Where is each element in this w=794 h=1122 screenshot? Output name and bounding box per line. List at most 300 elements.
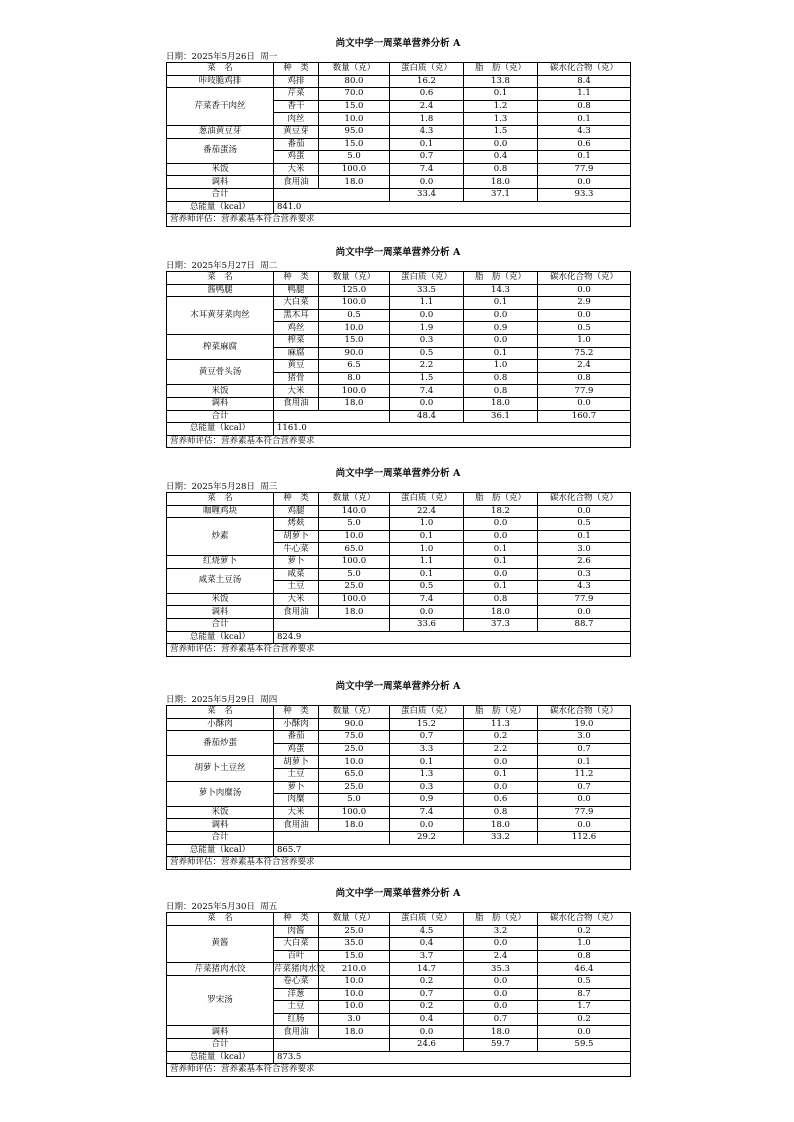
fat-cell: 0.0 xyxy=(464,568,538,581)
fat-cell: 0.1 xyxy=(464,88,538,101)
fat-cell: 1.2 xyxy=(464,100,538,113)
table-row xyxy=(167,975,631,988)
protein-cell: 0.3 xyxy=(390,334,464,347)
carb-cell: 0.0 xyxy=(538,819,631,832)
quantity-cell: 100.0 xyxy=(319,297,390,310)
dish-name: 调料 xyxy=(167,176,274,189)
ingredient-kind: 猪骨 xyxy=(274,372,319,385)
dish-name: 红烧萝卜 xyxy=(167,555,274,568)
protein-cell: 0.0 xyxy=(390,819,464,832)
column-header: 菜 名 xyxy=(167,706,274,719)
fat-cell: 0.8 xyxy=(464,372,538,385)
quantity-cell: 35.0 xyxy=(319,938,390,951)
protein-cell: 0.4 xyxy=(390,938,464,951)
carb-cell: 0.0 xyxy=(538,284,631,297)
carb-cell: 0.5 xyxy=(538,322,631,335)
protein-cell: 2.4 xyxy=(390,100,464,113)
column-header: 碳水化合物（克） xyxy=(538,272,631,285)
dish-name: 咸菜土豆汤 xyxy=(167,568,274,593)
energy-value: 1161.0 xyxy=(274,423,631,436)
dish-name: 米饭 xyxy=(167,593,274,606)
quantity-cell: 100.0 xyxy=(319,555,390,568)
fat-cell: 0.1 xyxy=(464,543,538,556)
protein-cell: 33.5 xyxy=(390,284,464,297)
menu-date: 日期：2025年5月27日 周二 xyxy=(166,261,278,271)
evaluation-cell xyxy=(167,214,631,227)
ingredient-kind: 土豆 xyxy=(274,768,319,781)
total-blank xyxy=(274,1038,390,1051)
protein-cell: 0.1 xyxy=(390,568,464,581)
header-row xyxy=(167,63,631,76)
fat-cell: 0.8 xyxy=(464,163,538,176)
protein-cell: 0.0 xyxy=(390,606,464,619)
total-blank xyxy=(274,831,390,844)
ingredient-kind: 胡萝卜 xyxy=(274,756,319,769)
fat-cell: 0.6 xyxy=(464,794,538,807)
dish-name: 炒素 xyxy=(167,518,274,556)
protein-cell: 0.9 xyxy=(390,794,464,807)
column-header: 碳水化合物（克） xyxy=(538,63,631,76)
ingredient-kind: 百叶 xyxy=(274,950,319,963)
protein-cell: 0.0 xyxy=(390,1026,464,1039)
quantity-cell: 5.0 xyxy=(319,794,390,807)
ingredient-kind: 黄豆 xyxy=(274,360,319,373)
table-row xyxy=(167,925,631,938)
evaluation-row xyxy=(167,214,631,227)
protein-cell: 15.2 xyxy=(390,718,464,731)
fat-cell: 1.3 xyxy=(464,113,538,126)
table-row xyxy=(167,505,631,518)
dish-name: 木耳黄芽菜肉丝 xyxy=(167,297,274,335)
ingredient-kind: 红肠 xyxy=(274,1013,319,1026)
fat-cell: 0.1 xyxy=(464,555,538,568)
dish-name: 小酥肉 xyxy=(167,718,274,731)
quantity-cell: 125.0 xyxy=(319,284,390,297)
protein-cell: 0.5 xyxy=(390,581,464,594)
quantity-cell: 25.0 xyxy=(319,781,390,794)
table-row xyxy=(167,385,631,398)
total-blank xyxy=(274,618,390,631)
carb-cell: 0.0 xyxy=(538,397,631,410)
menu-date: 日期：2025年5月26日 周一 xyxy=(166,52,278,62)
table-row xyxy=(167,593,631,606)
energy-label: 总能量（kcal） xyxy=(167,1051,274,1064)
evaluation-row xyxy=(167,435,631,448)
quantity-cell: 25.0 xyxy=(319,743,390,756)
header-row xyxy=(167,493,631,506)
table-row xyxy=(167,555,631,568)
protein-cell: 0.1 xyxy=(390,756,464,769)
evaluation-label: 营养师评估： xyxy=(170,214,222,225)
fat-cell: 0.9 xyxy=(464,322,538,335)
total-label: 合计 xyxy=(167,618,274,631)
quantity-cell: 6.5 xyxy=(319,360,390,373)
menu-title: 尚文中学一周菜单营养分析 A xyxy=(335,681,461,692)
table-row xyxy=(167,284,631,297)
dish-name: 胡萝卜土豆丝 xyxy=(167,756,274,781)
quantity-cell: 65.0 xyxy=(319,768,390,781)
carb-cell: 8.4 xyxy=(538,75,631,88)
column-header: 菜 名 xyxy=(167,272,274,285)
fat-cell: 0.1 xyxy=(464,768,538,781)
fat-cell: 18.0 xyxy=(464,819,538,832)
protein-cell: 1.1 xyxy=(390,297,464,310)
column-header: 数量（克） xyxy=(319,706,390,719)
quantity-cell: 100.0 xyxy=(319,385,390,398)
ingredient-kind: 鸡排 xyxy=(274,75,319,88)
protein-cell: 0.7 xyxy=(390,988,464,1001)
evaluation-label: 营养师评估： xyxy=(170,436,222,447)
carb-cell: 2.6 xyxy=(538,555,631,568)
total-blank xyxy=(274,188,390,201)
protein-cell: 4.3 xyxy=(390,125,464,138)
carb-cell: 75.2 xyxy=(538,347,631,360)
energy-row xyxy=(167,844,631,857)
carb-cell: 19.0 xyxy=(538,718,631,731)
quantity-cell: 70.0 xyxy=(319,88,390,101)
protein-cell: 1.5 xyxy=(390,372,464,385)
ingredient-kind: 芹菜 xyxy=(274,88,319,101)
ingredient-kind: 食用油 xyxy=(274,1026,319,1039)
ingredient-kind: 萝卜 xyxy=(274,555,319,568)
protein-cell: 0.6 xyxy=(390,88,464,101)
dish-name: 番茄炒蛋 xyxy=(167,731,274,756)
quantity-cell: 80.0 xyxy=(319,75,390,88)
total-carb: 93.3 xyxy=(538,188,631,201)
ingredient-kind: 黑木耳 xyxy=(274,309,319,322)
ingredient-kind: 香干 xyxy=(274,100,319,113)
ingredient-kind: 大米 xyxy=(274,163,319,176)
carb-cell: 4.3 xyxy=(538,581,631,594)
ingredient-kind: 榨菜 xyxy=(274,334,319,347)
total-carb: 160.7 xyxy=(538,410,631,423)
protein-cell: 3.3 xyxy=(390,743,464,756)
fat-cell: 0.0 xyxy=(464,309,538,322)
table-row xyxy=(167,163,631,176)
total-fat: 33.2 xyxy=(464,831,538,844)
total-protein: 29.2 xyxy=(390,831,464,844)
ingredient-kind: 咸菜 xyxy=(274,568,319,581)
fat-cell: 0.0 xyxy=(464,334,538,347)
carb-cell: 0.2 xyxy=(538,1013,631,1026)
quantity-cell: 10.0 xyxy=(319,975,390,988)
carb-cell: 0.0 xyxy=(538,176,631,189)
quantity-cell: 140.0 xyxy=(319,505,390,518)
dish-name: 萝卜肉糜汤 xyxy=(167,781,274,806)
column-header: 碳水化合物（克） xyxy=(538,913,631,926)
carb-cell: 0.8 xyxy=(538,372,631,385)
table-row xyxy=(167,963,631,976)
carb-cell: 0.3 xyxy=(538,568,631,581)
total-protein: 24.6 xyxy=(390,1038,464,1051)
header-row xyxy=(167,913,631,926)
carb-cell: 77.9 xyxy=(538,385,631,398)
protein-cell: 0.7 xyxy=(390,151,464,164)
column-header: 脂 肪（克） xyxy=(464,913,538,926)
evaluation-label: 营养师评估： xyxy=(170,1064,222,1075)
table-row xyxy=(167,125,631,138)
carb-cell: 77.9 xyxy=(538,806,631,819)
dish-name: 榨菜麻腐 xyxy=(167,334,274,359)
total-fat: 36.1 xyxy=(464,410,538,423)
carb-cell: 0.8 xyxy=(538,100,631,113)
total-carb: 59.5 xyxy=(538,1038,631,1051)
dish-name: 调料 xyxy=(167,819,274,832)
column-header: 碳水化合物（克） xyxy=(538,706,631,719)
evaluation-text: 营养素基本符合营养要求 xyxy=(221,214,315,225)
ingredient-kind: 黄豆芽 xyxy=(274,125,319,138)
evaluation-cell xyxy=(167,1064,631,1077)
total-fat: 37.3 xyxy=(464,618,538,631)
column-header: 数量（克） xyxy=(319,272,390,285)
ingredient-kind: 番茄 xyxy=(274,731,319,744)
fat-cell: 0.0 xyxy=(464,530,538,543)
total-label: 合计 xyxy=(167,188,274,201)
evaluation-row xyxy=(167,644,631,657)
ingredient-kind: 鸡蛋 xyxy=(274,743,319,756)
header-row xyxy=(167,706,631,719)
nutrition-table xyxy=(166,271,631,448)
evaluation-text: 营养素基本符合营养要求 xyxy=(221,857,315,868)
column-header: 蛋白质（克） xyxy=(390,272,464,285)
total-carb: 88.7 xyxy=(538,618,631,631)
table-row xyxy=(167,781,631,794)
quantity-cell: 5.0 xyxy=(319,518,390,531)
energy-label: 总能量（kcal） xyxy=(167,423,274,436)
fat-cell: 0.4 xyxy=(464,151,538,164)
dish-name: 调料 xyxy=(167,397,274,410)
fat-cell: 2.2 xyxy=(464,743,538,756)
column-header: 种 类 xyxy=(274,493,319,506)
evaluation-cell xyxy=(167,435,631,448)
protein-cell: 0.0 xyxy=(390,176,464,189)
energy-label: 总能量（kcal） xyxy=(167,201,274,214)
ingredient-kind: 鸡腿 xyxy=(274,505,319,518)
fat-cell: 0.0 xyxy=(464,756,538,769)
energy-label: 总能量（kcal） xyxy=(167,844,274,857)
quantity-cell: 18.0 xyxy=(319,176,390,189)
dish-name: 酱鸭腿 xyxy=(167,284,274,297)
dish-name: 调料 xyxy=(167,606,274,619)
ingredient-kind: 食用油 xyxy=(274,397,319,410)
protein-cell: 1.1 xyxy=(390,555,464,568)
protein-cell: 1.0 xyxy=(390,518,464,531)
fat-cell: 14.3 xyxy=(464,284,538,297)
table-row xyxy=(167,606,631,619)
column-header: 数量（克） xyxy=(319,913,390,926)
evaluation-row xyxy=(167,857,631,870)
total-protein: 33.4 xyxy=(390,188,464,201)
energy-row xyxy=(167,201,631,214)
fat-cell: 18.0 xyxy=(464,176,538,189)
carb-cell: 46.4 xyxy=(538,963,631,976)
protein-cell: 14.7 xyxy=(390,963,464,976)
ingredient-kind: 胡萝卜 xyxy=(274,530,319,543)
column-header: 种 类 xyxy=(274,706,319,719)
protein-cell: 1.0 xyxy=(390,543,464,556)
column-header: 蛋白质（克） xyxy=(390,63,464,76)
protein-cell: 0.2 xyxy=(390,975,464,988)
carb-cell: 0.8 xyxy=(538,950,631,963)
menu-date: 日期：2025年5月29日 周四 xyxy=(166,695,278,705)
carb-cell: 0.0 xyxy=(538,505,631,518)
ingredient-kind: 卷心菜 xyxy=(274,975,319,988)
carb-cell: 4.3 xyxy=(538,125,631,138)
ingredient-kind: 鸭腿 xyxy=(274,284,319,297)
total-fat: 59.7 xyxy=(464,1038,538,1051)
protein-cell: 4.5 xyxy=(390,925,464,938)
ingredient-kind: 肉丝 xyxy=(274,113,319,126)
ingredient-kind: 大米 xyxy=(274,806,319,819)
dish-name: 黄豆骨头汤 xyxy=(167,360,274,385)
carb-cell: 0.0 xyxy=(538,309,631,322)
fat-cell: 1.0 xyxy=(464,360,538,373)
carb-cell: 0.1 xyxy=(538,151,631,164)
fat-cell: 18.2 xyxy=(464,505,538,518)
carb-cell: 1.1 xyxy=(538,88,631,101)
total-protein: 48.4 xyxy=(390,410,464,423)
evaluation-text: 营养素基本符合营养要求 xyxy=(221,644,315,655)
quantity-cell: 5.0 xyxy=(319,151,390,164)
fat-cell: 0.7 xyxy=(464,1013,538,1026)
column-header: 脂 肪（克） xyxy=(464,63,538,76)
protein-cell: 0.5 xyxy=(390,347,464,360)
quantity-cell: 10.0 xyxy=(319,322,390,335)
column-header: 碳水化合物（克） xyxy=(538,493,631,506)
energy-value: 824.9 xyxy=(274,631,631,644)
menu-date: 日期：2025年5月30日 周五 xyxy=(166,902,278,912)
fat-cell: 0.1 xyxy=(464,347,538,360)
table-row xyxy=(167,1026,631,1039)
carb-cell: 1.0 xyxy=(538,938,631,951)
ingredient-kind: 鸡丝 xyxy=(274,322,319,335)
ingredient-kind: 土豆 xyxy=(274,1001,319,1014)
fat-cell: 11.3 xyxy=(464,718,538,731)
ingredient-kind: 食用油 xyxy=(274,176,319,189)
carb-cell: 0.0 xyxy=(538,606,631,619)
fat-cell: 0.8 xyxy=(464,385,538,398)
column-header: 蛋白质（克） xyxy=(390,493,464,506)
energy-value: 865.7 xyxy=(274,844,631,857)
quantity-cell: 95.0 xyxy=(319,125,390,138)
carb-cell: 0.6 xyxy=(538,138,631,151)
header-row xyxy=(167,272,631,285)
quantity-cell: 15.0 xyxy=(319,950,390,963)
quantity-cell: 10.0 xyxy=(319,113,390,126)
quantity-cell: 15.0 xyxy=(319,100,390,113)
table-row xyxy=(167,75,631,88)
quantity-cell: 65.0 xyxy=(319,543,390,556)
carb-cell: 3.0 xyxy=(538,731,631,744)
quantity-cell: 15.0 xyxy=(319,138,390,151)
total-row xyxy=(167,618,631,631)
protein-cell: 0.0 xyxy=(390,397,464,410)
menu-title: 尚文中学一周菜单营养分析 A xyxy=(335,247,461,258)
dish-name: 葱油黄豆芽 xyxy=(167,125,274,138)
table-row xyxy=(167,518,631,531)
total-protein: 33.6 xyxy=(390,618,464,631)
dish-name: 芹菜香干肉丝 xyxy=(167,88,274,126)
fat-cell: 0.0 xyxy=(464,138,538,151)
evaluation-text: 营养素基本符合营养要求 xyxy=(221,1064,315,1075)
dish-name: 番茄蛋汤 xyxy=(167,138,274,163)
fat-cell: 0.0 xyxy=(464,1001,538,1014)
quantity-cell: 0.5 xyxy=(319,309,390,322)
ingredient-kind: 大米 xyxy=(274,593,319,606)
quantity-cell: 18.0 xyxy=(319,397,390,410)
table-row xyxy=(167,138,631,151)
carb-cell: 1.7 xyxy=(538,1001,631,1014)
protein-cell: 7.4 xyxy=(390,593,464,606)
dish-name: 咔吱脆鸡排 xyxy=(167,75,274,88)
ingredient-kind: 小酥肉 xyxy=(274,718,319,731)
ingredient-kind: 牛心菜 xyxy=(274,543,319,556)
ingredient-kind: 萝卜 xyxy=(274,781,319,794)
dish-name: 黄酱 xyxy=(167,925,274,963)
protein-cell: 0.1 xyxy=(390,530,464,543)
energy-label: 总能量（kcal） xyxy=(167,631,274,644)
carb-cell: 77.9 xyxy=(538,163,631,176)
carb-cell: 0.7 xyxy=(538,743,631,756)
column-header: 种 类 xyxy=(274,272,319,285)
protein-cell: 1.8 xyxy=(390,113,464,126)
ingredient-kind: 土豆 xyxy=(274,581,319,594)
fat-cell: 0.2 xyxy=(464,731,538,744)
energy-row xyxy=(167,631,631,644)
evaluation-cell xyxy=(167,857,631,870)
table-row xyxy=(167,806,631,819)
dish-name: 咖喱鸡块 xyxy=(167,505,274,518)
ingredient-kind: 芹菜猪肉水饺 xyxy=(274,963,326,974)
carb-cell: 77.9 xyxy=(538,593,631,606)
protein-cell: 0.0 xyxy=(390,309,464,322)
menu-title: 尚文中学一周菜单营养分析 A xyxy=(335,888,461,899)
ingredient-kind: 番茄 xyxy=(274,138,319,151)
quantity-cell: 18.0 xyxy=(319,819,390,832)
quantity-cell: 10.0 xyxy=(319,988,390,1001)
carb-cell: 8.7 xyxy=(538,988,631,1001)
column-header: 数量（克） xyxy=(319,63,390,76)
quantity-cell: 90.0 xyxy=(319,347,390,360)
protein-cell: 3.7 xyxy=(390,950,464,963)
quantity-cell: 18.0 xyxy=(319,1026,390,1039)
total-label: 合计 xyxy=(167,1038,274,1051)
ingredient-kind: 肉酱 xyxy=(274,925,319,938)
nutrition-table xyxy=(166,705,631,870)
fat-cell: 0.0 xyxy=(464,988,538,1001)
ingredient-kind: 大白菜 xyxy=(274,297,319,310)
fat-cell: 0.1 xyxy=(464,297,538,310)
protein-cell: 7.4 xyxy=(390,385,464,398)
protein-cell: 0.2 xyxy=(390,1001,464,1014)
ingredient-kind: 大米 xyxy=(274,385,319,398)
nutrition-table xyxy=(166,62,631,227)
carb-cell: 0.7 xyxy=(538,781,631,794)
column-header: 蛋白质（克） xyxy=(390,706,464,719)
dish-name: 调料 xyxy=(167,1026,274,1039)
column-header: 菜 名 xyxy=(167,63,274,76)
carb-cell: 0.5 xyxy=(538,518,631,531)
carb-cell: 0.2 xyxy=(538,925,631,938)
carb-cell: 2.9 xyxy=(538,297,631,310)
table-row xyxy=(167,756,631,769)
quantity-cell: 10.0 xyxy=(319,1001,390,1014)
fat-cell: 18.0 xyxy=(464,397,538,410)
table-row xyxy=(167,297,631,310)
quantity-cell: 100.0 xyxy=(319,806,390,819)
carb-cell: 0.1 xyxy=(538,113,631,126)
quantity-cell: 10.0 xyxy=(319,756,390,769)
